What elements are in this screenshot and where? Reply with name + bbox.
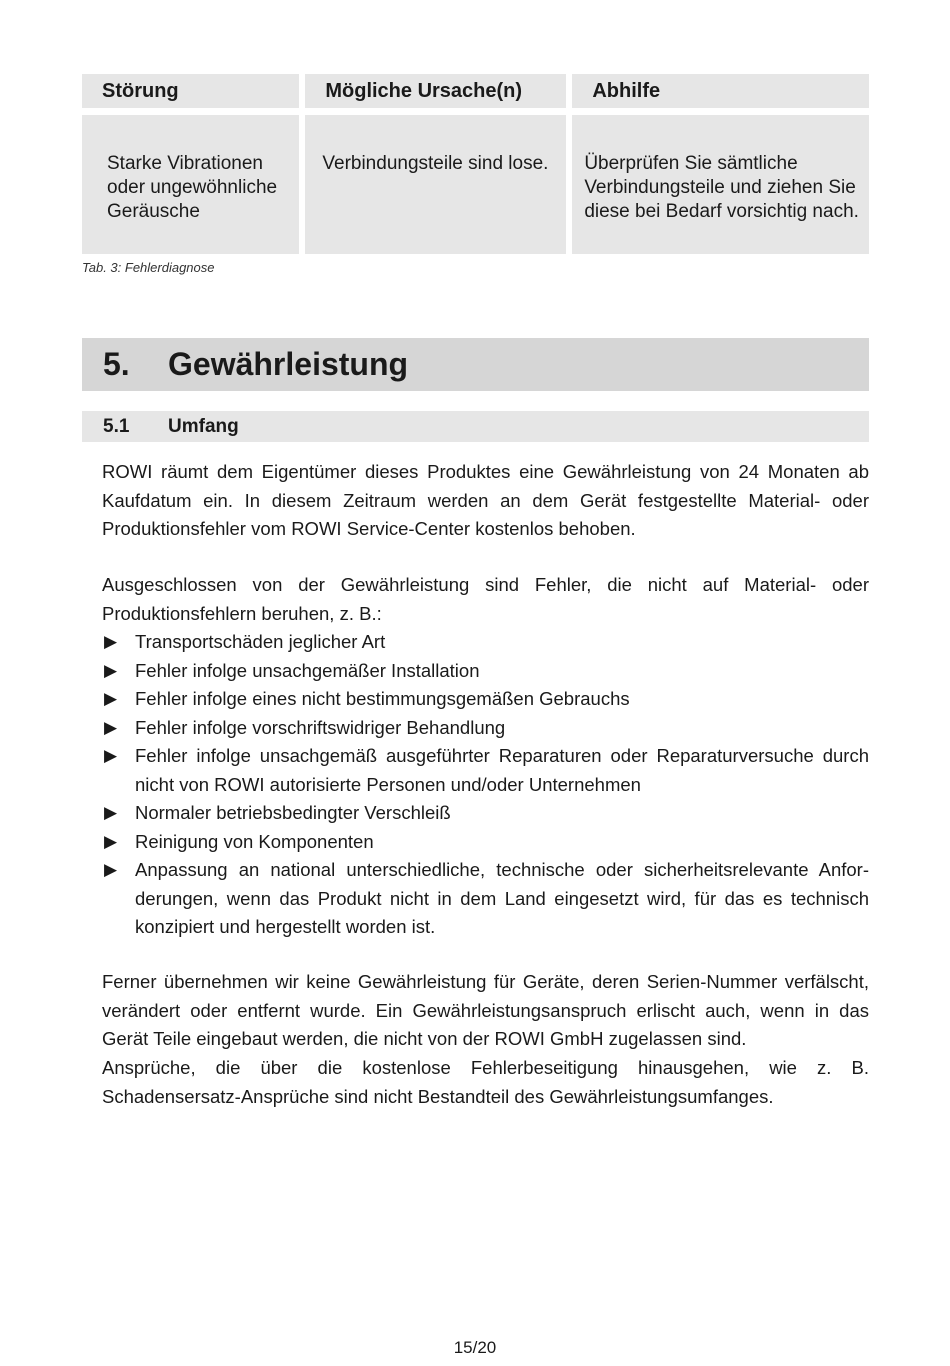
arrow-right-icon: ▶ bbox=[104, 632, 118, 651]
table-cell-stoerung: Starke Vibrationen oder ungewöhnliche Geräusche bbox=[82, 115, 299, 254]
section-number: 5. bbox=[103, 346, 130, 382]
subsection-title: Umfang bbox=[168, 416, 239, 437]
table-caption: Tab. 3: Fehlerdiagnose bbox=[82, 260, 215, 275]
arrow-right-icon: ▶ bbox=[104, 831, 118, 851]
list-item bbox=[102, 828, 869, 857]
table-header-cell: Abhilfe bbox=[572, 74, 869, 108]
list-item-text: Fehler infolge vorschriftswidriger Behandlung bbox=[135, 716, 506, 738]
list-item bbox=[102, 799, 869, 828]
subsection-heading bbox=[82, 411, 869, 442]
list-item-text: Reinigung von Komponenten bbox=[135, 830, 374, 852]
list-item-text: Fehler infolge eines nicht bestimmungsgemäßen Gebrauchs bbox=[135, 688, 630, 709]
arrow-right-icon: ▶ bbox=[104, 746, 118, 765]
list-item-text: Fehler infolge unsachgemäßer Installation bbox=[135, 659, 480, 681]
arrow-right-icon: ▶ bbox=[104, 689, 118, 708]
arrow-right-icon: ▶ bbox=[104, 803, 118, 822]
table-header-cell: Mögliche Ursache(n) bbox=[305, 74, 566, 108]
list-item bbox=[102, 742, 869, 799]
list-item bbox=[102, 685, 869, 714]
table-cell-abhilfe: Überprüfen Sie sämtliche Verbindungsteile und ziehen Sie diese bei Bedarf vorsichtig nach. bbox=[572, 115, 869, 254]
fault-diagnosis-table bbox=[82, 74, 869, 254]
exclusions-list bbox=[102, 628, 869, 942]
table-header-row bbox=[82, 74, 869, 108]
paragraph-warranty-scope: ROWI räumt dem Eigentümer dieses Produktes eine Gewährleistung von 24 Monaten ab Kaufdatum ein. In diesem Zeitraum werden an dem Gerät festgestellte Material- oder Produktionsfehler vom ROWI Service-Center kostenlos behoben. bbox=[102, 461, 869, 539]
list-item-text: Transportschäden jeglicher Art bbox=[135, 631, 386, 652]
table-row bbox=[82, 115, 869, 254]
list-item bbox=[102, 628, 869, 657]
list-item bbox=[102, 657, 869, 686]
list-item-text: Anpassung an national unterschiedliche, technische oder sicherheitsrelevante Anforderungen, wenn das Produkt nicht in dem Land eingesetzt wird, für das es technisch konzipiert und hergestellt worden ist. bbox=[135, 859, 869, 937]
paragraph-exclusions-intro: Ausgeschlossen von der Gewährleistung sind Fehler, die nicht auf Material- oder Produktionsfehlern beruhen, z. B.: bbox=[102, 574, 869, 624]
table-header-cell: Störung bbox=[82, 74, 299, 108]
subsection-number: 5.1 bbox=[103, 416, 130, 437]
paragraph-serial-number: Ferner übernehmen wir keine Gewährleistung für Geräte, deren Serien-Nummer verfälscht, verändert oder entfernt wurde. Ein Gewährleistungsanspruch erlischt auch, wenn in das Gerät Teile eingebaut werden, die nicht von der ROWI GmbH zugelassen sind. bbox=[102, 971, 869, 1049]
list-item-text: Fehler infolge unsachgemäß ausgeführter Reparaturen oder Reparaturversuche durch nicht von ROWI autorisierte Personen und/oder Unternehmen bbox=[135, 745, 869, 795]
page-number: 15/20 bbox=[453, 1338, 497, 1357]
list-item bbox=[102, 856, 869, 942]
arrow-right-icon: ▶ bbox=[104, 717, 118, 737]
list-item bbox=[102, 714, 869, 743]
arrow-right-icon: ▶ bbox=[104, 860, 118, 879]
section-title: Gewährleistung bbox=[168, 346, 409, 382]
section-heading bbox=[82, 338, 869, 391]
paragraph-claims: Ansprüche, die über die kostenlose Fehlerbeseitigung hinausgehen, wie z. B. Schadensersatz-Ansprüche sind nicht Bestandteil des Gewährleistungsumfanges. bbox=[102, 1057, 869, 1107]
table-cell-ursache: Verbindungsteile sind lose. bbox=[305, 115, 566, 254]
arrow-right-icon: ▶ bbox=[104, 660, 118, 680]
list-item-text: Normaler betriebsbedingter Verschleiß bbox=[135, 802, 451, 823]
